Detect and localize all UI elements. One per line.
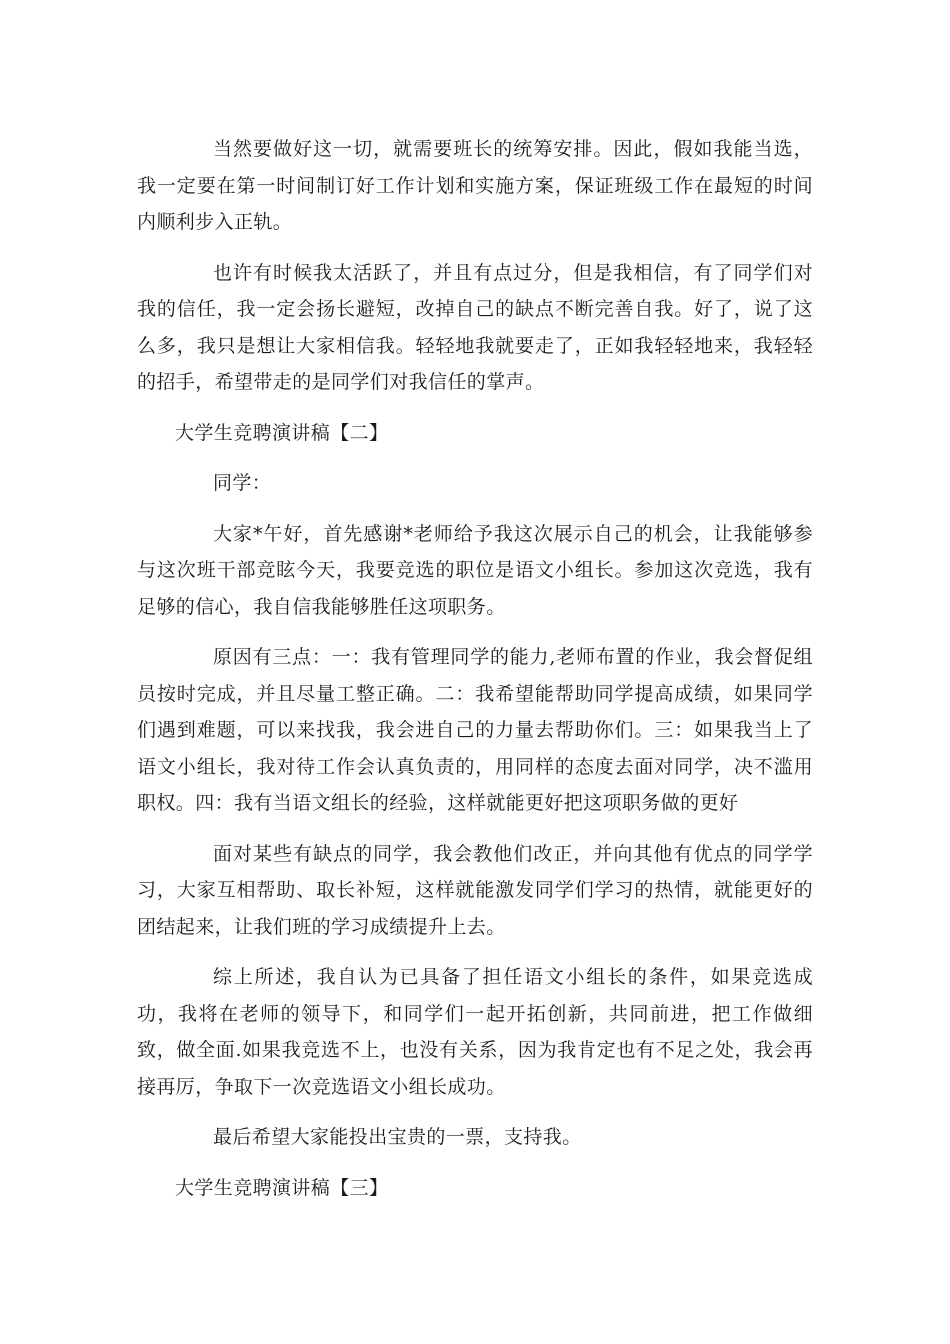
document-body (137, 131, 813, 1220)
paragraph-class-leader-plan: 当然要做好这一切，就需要班长的统筹安排。因此，假如我能当选，我一定要在第一时间制订好工作计划和实施方案，保证班级工作在最短的时间内顺利步入正轨。 (137, 138, 813, 233)
section-heading-2: 大学生竞聘演讲稿【二】 (175, 421, 389, 444)
paragraph-greeting: 大家*午好，首先感谢*老师给予我这次展示自己的机会，让我能够参与这次班干部竞眩今天，我要竞选的职位是语文小组长。参加这次竞选，我有足够的信心，我自信我能够胜任这项职务。 (137, 522, 813, 618)
paragraph-helping-classmates: 面对某些有缺点的同学，我会教他们改正，并向其他有优点的同学学习，大家互相帮助、取长补短，这样就能激发同学们学习的热情，就能更好的团结起来，让我们班的学习成绩提升上去。 (137, 842, 813, 938)
section-heading-3: 大学生竞聘演讲稿【三】 (175, 1176, 389, 1199)
paragraph-salutation: 同学： (213, 472, 272, 494)
paragraph-summary: 综上所述，我自认为已具备了担任语文小组长的条件，如果竞选成功，我将在老师的领导下，和同学们一起开拓创新，共同前进，把工作做细致，做全面.如果我竞选不上，也没有关系，因为我肯定也有不足之处，我会再接再厉，争取下一次竞选语文小组长成功。 (137, 966, 813, 1098)
paragraph-closing-trust: 也许有时候我太活跃了，并且有点过分，但是我相信，有了同学们对我的信任，我一定会扬长避短，改掉自己的缺点不断完善自我。好了，说了这么多，我只是想让大家相信我。轻轻地我就要走了，正如我轻轻地来，我轻轻的招手，希望带走的是同学们对我信任的掌声。 (137, 261, 813, 393)
paragraph-vote-request: 最后希望大家能投出宝贵的一票，支持我。 (213, 1126, 582, 1148)
paragraph-reasons: 原因有三点：一：我有管理同学的能力,老师布置的作业，我会督促组员按时完成，并且尽量工整正确。二：我希望能帮助同学提高成绩，如果同学们遇到难题，可以来找我，我会进自己的力量去帮助你们。三：如果我当上了语文小组长，我对待工作会认真负责的，用同样的态度去面对同学，决不滥用职权。四：我有当语文组长的经验，这样就能更好把这项职务做的更好 (137, 646, 813, 814)
